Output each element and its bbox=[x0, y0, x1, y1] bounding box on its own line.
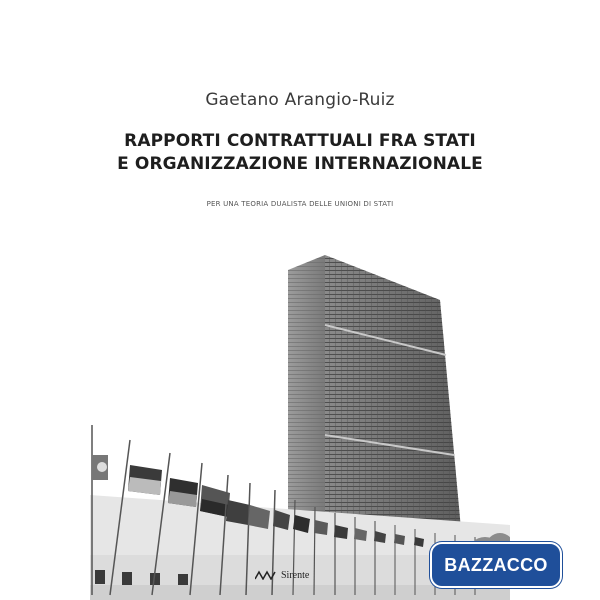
title-line-1: RAPPORTI CONTRATTUALI FRA STATI bbox=[124, 131, 476, 151]
publisher-logo bbox=[255, 568, 309, 582]
publisher-mark-icon bbox=[255, 570, 277, 580]
author-name: Gaetano Arangio-Ruiz bbox=[205, 90, 395, 110]
book-cover bbox=[90, 0, 548, 600]
badge-label: BAZZACCO bbox=[444, 554, 548, 575]
title-line-2: E ORGANIZZAZIONE INTERNAZIONALE bbox=[117, 154, 483, 174]
bazzacco-badge bbox=[430, 542, 562, 588]
publisher-name: Sirente bbox=[281, 569, 310, 581]
book-title bbox=[90, 130, 510, 176]
book-subtitle: PER UNA TEORIA DUALISTA DELLE UNIONI DI STATI bbox=[206, 200, 394, 208]
